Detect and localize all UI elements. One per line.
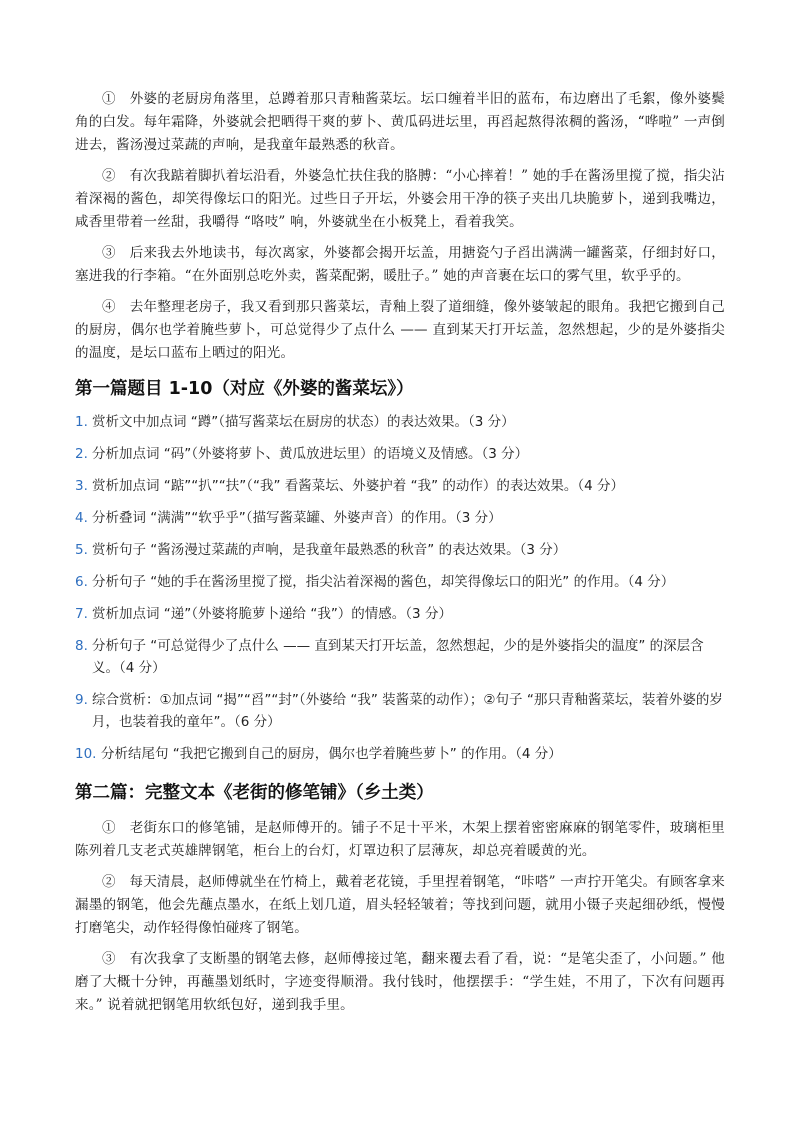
question-number: 7.	[75, 606, 88, 622]
question-text: 综合赏析：①加点词 “揭”“舀”“封”（外婆给 “我” 装酱菜的动作）；②句子 “那只青釉酱菜坛，装着外婆的岁月，也装着我的童年”。（6 分）	[92, 692, 723, 730]
question-text: 分析结尾句 “我把它搬到自己的厨房，偶尔也学着腌些萝卜” 的作用。（4 分）	[101, 746, 562, 762]
story-1-paragraph-3: ③ 后来我去外地读书，每次离家，外婆都会揭开坛盖，用搪瓷勺子舀出满满一罐酱菜，仔细封好口，塞进我的行李箱。“在外面别总吃外卖，酱菜配粥，暖肚子。” 她的声音裹在坛口的雾气里，软乎乎的。	[75, 245, 725, 284]
question-number: 2.	[75, 446, 88, 462]
story-2-paragraph-2: ② 每天清晨，赵师傅就坐在竹椅上，戴着老花镜，手里捏着钢笔，“咔嗒” 一声拧开笔尖。有顾客拿来漏墨的钢笔，他会先蘸点墨水，在纸上划几道，眉头轻轻皱着；等找到问题，就用小镊子夹起细砂纸，慢慢打磨笔尖，动作轻得像怕碰疼了钢笔。	[75, 874, 725, 936]
question-list	[75, 411, 725, 765]
story-2-passage	[75, 817, 725, 1017]
question-item	[75, 411, 725, 433]
question-number: 3.	[75, 478, 88, 494]
story-1-paragraph-4: ④ 去年整理老房子，我又看到那只酱菜坛，青釉上裂了道细缝，像外婆皱起的眼角。我把它搬到自己的厨房，偶尔也学着腌些萝卜，可总觉得少了点什么 —— 直到某天打开坛盖，忽然想起，少的是外婆指尖的温度，是坛口蓝布上晒过的阳光。	[75, 299, 725, 361]
question-number: 5.	[75, 542, 88, 558]
question-text: 赏析加点词 “递”（外婆将脆萝卜递给 “我”）的情感。（3 分）	[92, 606, 452, 622]
question-text: 赏析文中加点词 “蹲”（描写酱菜坛在厨房的状态）的表达效果。（3 分）	[92, 414, 515, 430]
questions-heading: 第一篇题目 1-10（对应《外婆的酱菜坛》）	[75, 379, 414, 399]
story-2-paragraph-1: ① 老街东口的修笔铺，是赵师傅开的。铺子不足十平米，木架上摆着密密麻麻的钢笔零件，玻璃柜里陈列着几支老式英雄牌钢笔，柜台上的台灯，灯罩边积了层薄灰，却总亮着暖黄的光。	[75, 820, 725, 859]
question-text: 分析句子 “可总觉得少了点什么 —— 直到某天打开坛盖，忽然想起，少的是外婆指尖的温度” 的深层含义。（4 分）	[92, 638, 704, 676]
question-text: 赏析句子 “酱汤漫过菜蔬的声响，是我童年最熟悉的秋音” 的表达效果。（3 分）	[92, 542, 567, 558]
story-2-paragraph-3: ③ 有次我拿了支断墨的钢笔去修，赵师傅接过笔，翻来覆去看了看，说：“是笔尖歪了，小问题。” 他磨了大概十分钟，再蘸墨划纸时，字迹变得顺滑。我付钱时，他摆摆手：“学生娃，不用了，下次有问题再来。” 说着就把钢笔用软纸包好，递到我手里。	[75, 951, 725, 1013]
question-text: 分析加点词 “码”（外婆将萝卜、黄瓜放进坛里）的语境义及情感。（3 分）	[92, 446, 529, 462]
document-page	[75, 88, 725, 1025]
question-item	[75, 507, 725, 529]
story-1-paragraph-2: ② 有次我踮着脚扒着坛沿看，外婆急忙扶住我的胳膊：“小心摔着！” 她的手在酱汤里搅了搅，指尖沾着深褐的酱色，却笑得像坛口的阳光。过些日子开坛，外婆会用干净的筷子夹出几块脆萝卜，递到我嘴边，咸香里带着一丝甜，我嚼得 “咯吱” 响，外婆就坐在小板凳上，看着我笑。	[75, 168, 725, 230]
question-number: 6.	[75, 574, 88, 590]
question-number: 4.	[75, 510, 88, 526]
story-1-paragraph-1: ① 外婆的老厨房角落里，总蹲着那只青釉酱菜坛。坛口缠着半旧的蓝布，布边磨出了毛絮，像外婆鬓角的白发。每年霜降，外婆就会把晒得干爽的萝卜、黄瓜码进坛里，再舀起熬得浓稠的酱汤，“哗啦” 一声倒进去，酱汤漫过菜蔬的声响，是我童年最熟悉的秋音。	[75, 91, 725, 153]
story-1-passage	[75, 88, 725, 365]
question-item	[75, 743, 725, 765]
question-text: 赏析加点词 “踮”“扒”“扶”（“我” 看酱菜坛、外婆护着 “我” 的动作）的表达效果。（4 分）	[92, 478, 624, 494]
question-item	[75, 539, 725, 561]
question-item	[75, 571, 725, 593]
question-text: 分析叠词 “满满”“软乎乎”（描写酱菜罐、外婆声音）的作用。（3 分）	[92, 510, 502, 526]
question-item	[75, 443, 725, 465]
story-2-heading: 第二篇：完整文本《老街的修笔铺》（乡土类）	[75, 783, 434, 803]
question-text: 分析句子 “她的手在酱汤里搅了搅，指尖沾着深褐的酱色，却笑得像坛口的阳光” 的作用。（4 分）	[92, 574, 675, 590]
question-number: 9.	[75, 692, 88, 708]
question-item	[75, 689, 725, 733]
question-number: 8.	[75, 638, 88, 654]
question-number: 10.	[75, 746, 97, 762]
question-number: 1.	[75, 414, 88, 430]
question-item	[75, 475, 725, 497]
question-item	[75, 603, 725, 625]
question-item	[75, 635, 725, 679]
